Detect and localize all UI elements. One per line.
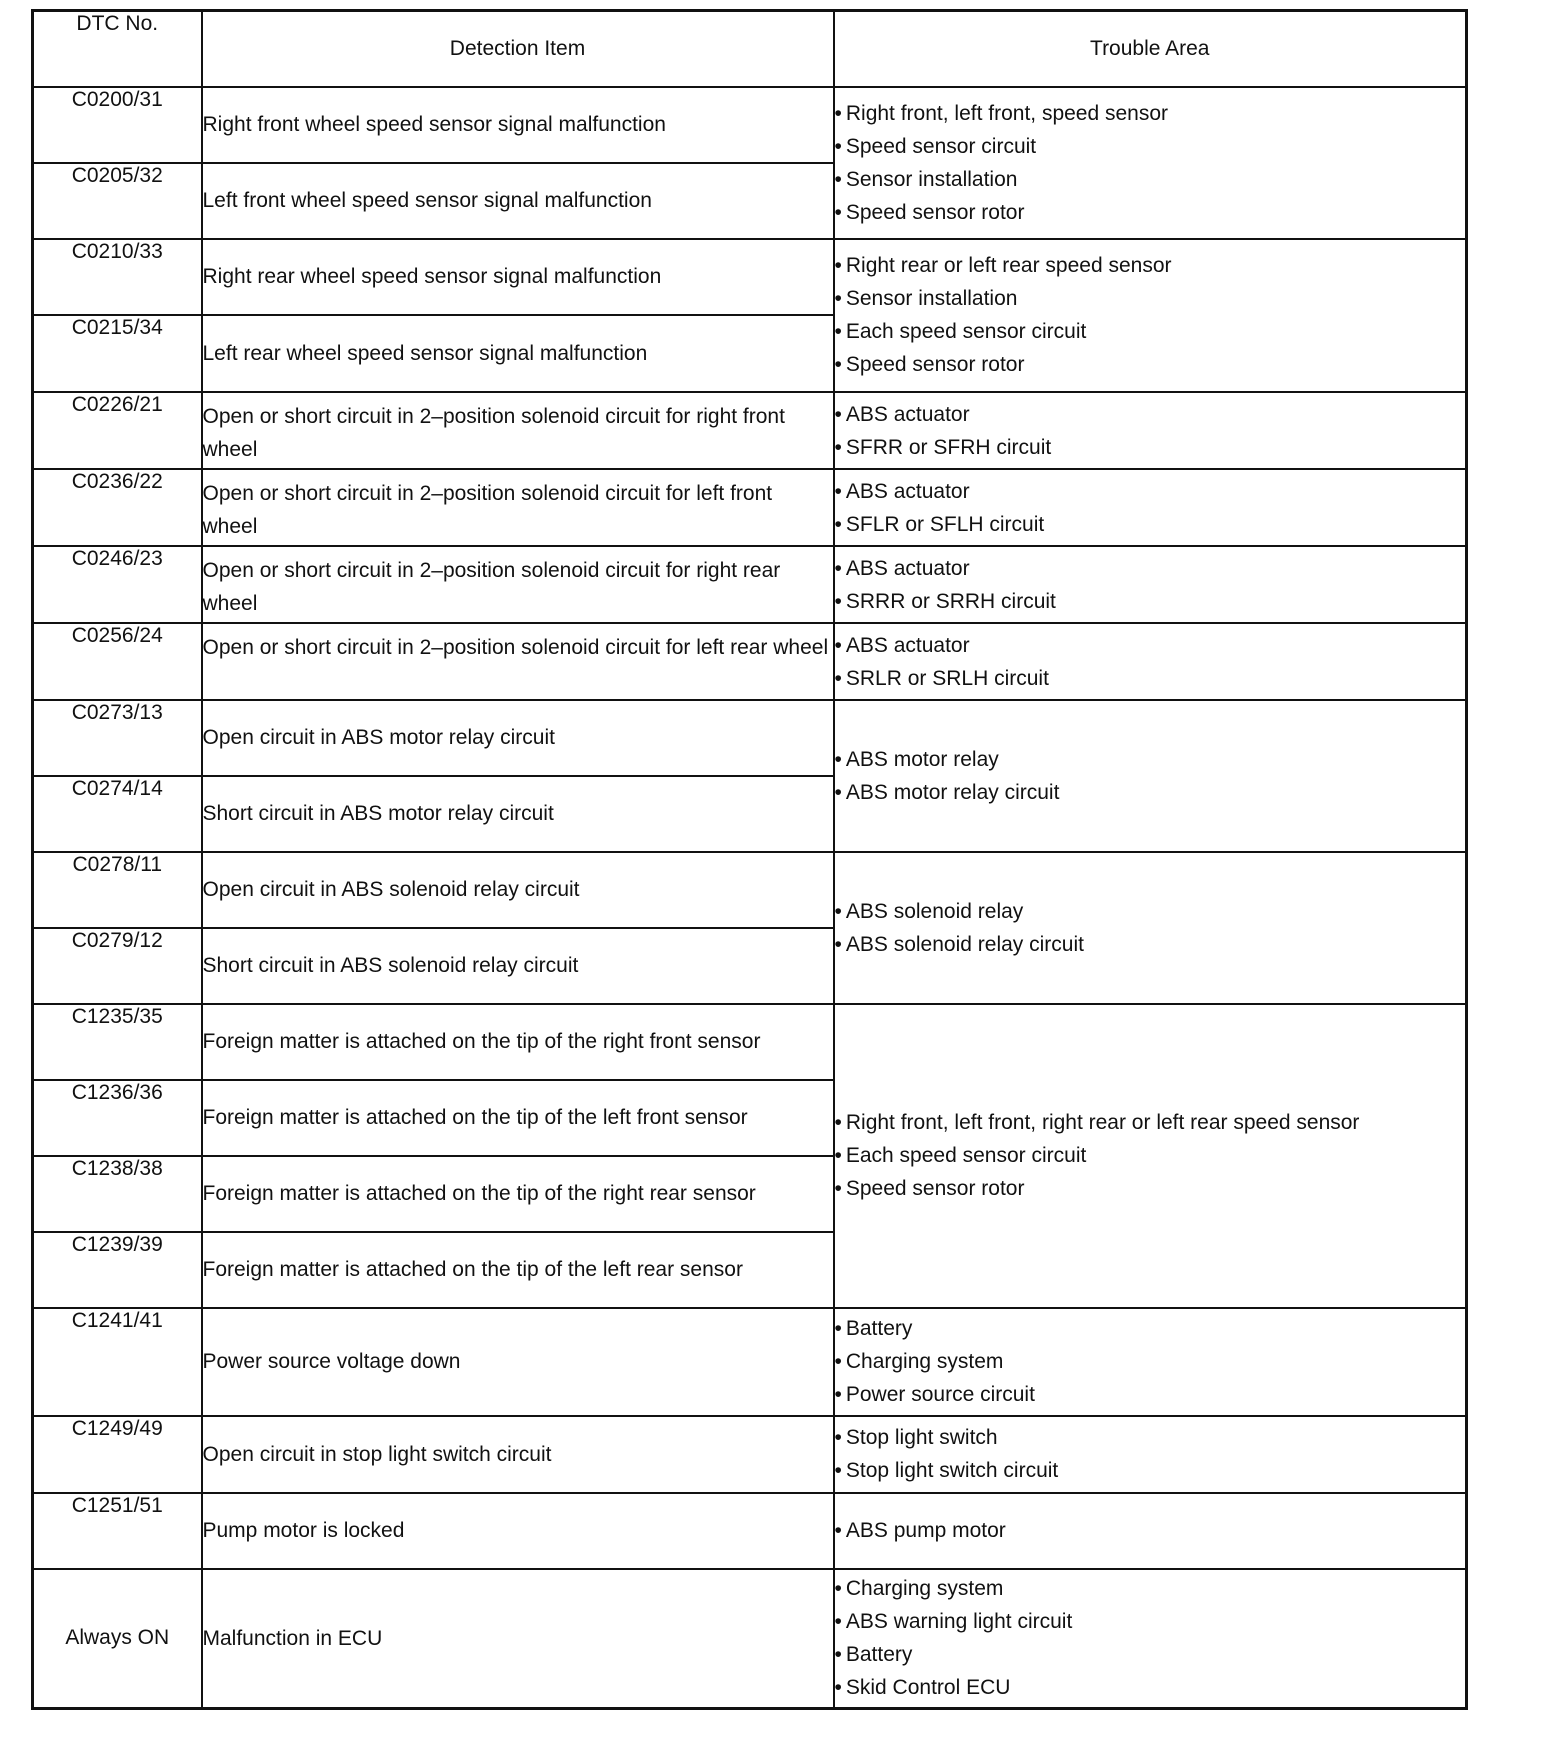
trouble-area xyxy=(834,1569,1467,1709)
trouble-area-item: • SFLR or SFLH circuit xyxy=(835,508,1466,541)
trouble-area xyxy=(834,1416,1467,1493)
trouble-area-item: • Charging system xyxy=(835,1345,1466,1378)
dtc-table xyxy=(31,9,1468,1710)
dtc-code: C0210/33 xyxy=(33,239,202,315)
trouble-area-item: • ABS motor relay circuit xyxy=(835,776,1466,809)
dtc-code: C1235/35 xyxy=(33,1004,202,1080)
table-row xyxy=(33,239,1467,315)
trouble-area-item: • Right front, left front, speed sensor xyxy=(835,97,1466,130)
trouble-area xyxy=(834,1004,1467,1308)
detection-item: Open or short circuit in 2–position solenoid circuit for left rear wheel xyxy=(202,623,834,700)
detection-item: Power source voltage down xyxy=(202,1308,834,1416)
dtc-code: C0274/14 xyxy=(33,776,202,852)
dtc-code: C1236/36 xyxy=(33,1080,202,1156)
dtc-code: C0205/32 xyxy=(33,163,202,239)
dtc-code: C1239/39 xyxy=(33,1232,202,1308)
dtc-code: C0256/24 xyxy=(33,623,202,700)
trouble-area-item: • Charging system xyxy=(835,1572,1466,1605)
table-row xyxy=(33,546,1467,623)
dtc-code: C1249/49 xyxy=(33,1416,202,1493)
table-row xyxy=(33,1569,1467,1709)
detection-item: Short circuit in ABS motor relay circuit xyxy=(202,776,834,852)
trouble-area-item: • ABS actuator xyxy=(835,552,1466,585)
table-row xyxy=(33,392,1467,469)
detection-item: Right rear wheel speed sensor signal malfunction xyxy=(202,239,834,315)
detection-item: Pump motor is locked xyxy=(202,1493,834,1569)
dtc-code: C1241/41 xyxy=(33,1308,202,1416)
detection-item: Left rear wheel speed sensor signal malfunction xyxy=(202,315,834,392)
trouble-area-item: • ABS actuator xyxy=(835,475,1466,508)
trouble-area-item: • ABS pump motor xyxy=(835,1514,1466,1547)
trouble-area-item: • ABS actuator xyxy=(835,398,1466,431)
detection-item: Foreign matter is attached on the tip of the right front sensor xyxy=(202,1004,834,1080)
trouble-area-item: • Speed sensor rotor xyxy=(835,1172,1466,1205)
trouble-area-item: • Speed sensor rotor xyxy=(835,196,1466,229)
trouble-area-item: • Right front, left front, right rear or left rear speed sensor xyxy=(835,1106,1466,1139)
table-row xyxy=(33,1308,1467,1416)
trouble-area xyxy=(834,392,1467,469)
table-row xyxy=(33,1493,1467,1569)
header-dtc-no: DTC No. xyxy=(33,11,202,87)
dtc-code: C0246/23 xyxy=(33,546,202,623)
trouble-area xyxy=(834,852,1467,1004)
header-row xyxy=(33,11,1467,87)
detection-item: Left front wheel speed sensor signal malfunction xyxy=(202,163,834,239)
trouble-area-item: • Right rear or left rear speed sensor xyxy=(835,249,1466,282)
detection-item: Open or short circuit in 2–position solenoid circuit for right front wheel xyxy=(202,392,834,469)
trouble-area xyxy=(834,1308,1467,1416)
trouble-area-item: • ABS solenoid relay xyxy=(835,895,1466,928)
detection-item: Foreign matter is attached on the tip of the left rear sensor xyxy=(202,1232,834,1308)
dtc-code: C0200/31 xyxy=(33,87,202,163)
header-trouble-area: Trouble Area xyxy=(834,11,1467,87)
trouble-area xyxy=(834,469,1467,546)
dtc-code: C0279/12 xyxy=(33,928,202,1004)
dtc-code: C0278/11 xyxy=(33,852,202,928)
detection-item: Foreign matter is attached on the tip of the left front sensor xyxy=(202,1080,834,1156)
trouble-area-item: • Each speed sensor circuit xyxy=(835,1139,1466,1172)
detection-item: Short circuit in ABS solenoid relay circuit xyxy=(202,928,834,1004)
trouble-area xyxy=(834,546,1467,623)
trouble-area-item: • ABS warning light circuit xyxy=(835,1605,1466,1638)
detection-item: Open circuit in stop light switch circuit xyxy=(202,1416,834,1493)
trouble-area-item: • Power source circuit xyxy=(835,1378,1466,1411)
dtc-code: C0226/21 xyxy=(33,392,202,469)
table-row xyxy=(33,469,1467,546)
trouble-area-item: • Stop light switch circuit xyxy=(835,1454,1466,1487)
trouble-area-item: • SRLR or SRLH circuit xyxy=(835,662,1466,695)
header-detection-item: Detection Item xyxy=(202,11,834,87)
trouble-area xyxy=(834,623,1467,700)
trouble-area-item: • Skid Control ECU xyxy=(835,1671,1466,1704)
dtc-code: C0215/34 xyxy=(33,315,202,392)
trouble-area-item: • ABS actuator xyxy=(835,629,1466,662)
trouble-area-item: • Each speed sensor circuit xyxy=(835,315,1466,348)
table-row xyxy=(33,1004,1467,1080)
trouble-area-item: • Speed sensor circuit xyxy=(835,130,1466,163)
dtc-code: C1251/51 xyxy=(33,1493,202,1569)
table-row xyxy=(33,87,1467,163)
trouble-area-item: • Battery xyxy=(835,1312,1466,1345)
trouble-area-item: • Sensor installation xyxy=(835,163,1466,196)
detection-item: Open circuit in ABS solenoid relay circuit xyxy=(202,852,834,928)
trouble-area-item: • Speed sensor rotor xyxy=(835,348,1466,381)
dtc-code: Always ON xyxy=(33,1569,202,1709)
table-row xyxy=(33,623,1467,700)
table-row xyxy=(33,700,1467,776)
trouble-area-item: • ABS motor relay xyxy=(835,743,1466,776)
detection-item: Open circuit in ABS motor relay circuit xyxy=(202,700,834,776)
detection-item: Malfunction in ECU xyxy=(202,1569,834,1709)
trouble-area xyxy=(834,87,1467,239)
detection-item: Right front wheel speed sensor signal malfunction xyxy=(202,87,834,163)
trouble-area-item: • ABS solenoid relay circuit xyxy=(835,928,1466,961)
trouble-area-item: • Battery xyxy=(835,1638,1466,1671)
dtc-code: C0236/22 xyxy=(33,469,202,546)
table-row xyxy=(33,852,1467,928)
detection-item: Foreign matter is attached on the tip of the right rear sensor xyxy=(202,1156,834,1232)
trouble-area-item: • SRRR or SRRH circuit xyxy=(835,585,1466,618)
trouble-area-item: • Stop light switch xyxy=(835,1421,1466,1454)
trouble-area xyxy=(834,239,1467,392)
table-row xyxy=(33,1416,1467,1493)
detection-item: Open or short circuit in 2–position solenoid circuit for right rear wheel xyxy=(202,546,834,623)
detection-item: Open or short circuit in 2–position solenoid circuit for left front wheel xyxy=(202,469,834,546)
trouble-area xyxy=(834,1493,1467,1569)
dtc-code: C1238/38 xyxy=(33,1156,202,1232)
trouble-area-item: • Sensor installation xyxy=(835,282,1466,315)
trouble-area xyxy=(834,700,1467,852)
trouble-area-item: • SFRR or SFRH circuit xyxy=(835,431,1466,464)
dtc-code: C0273/13 xyxy=(33,700,202,776)
